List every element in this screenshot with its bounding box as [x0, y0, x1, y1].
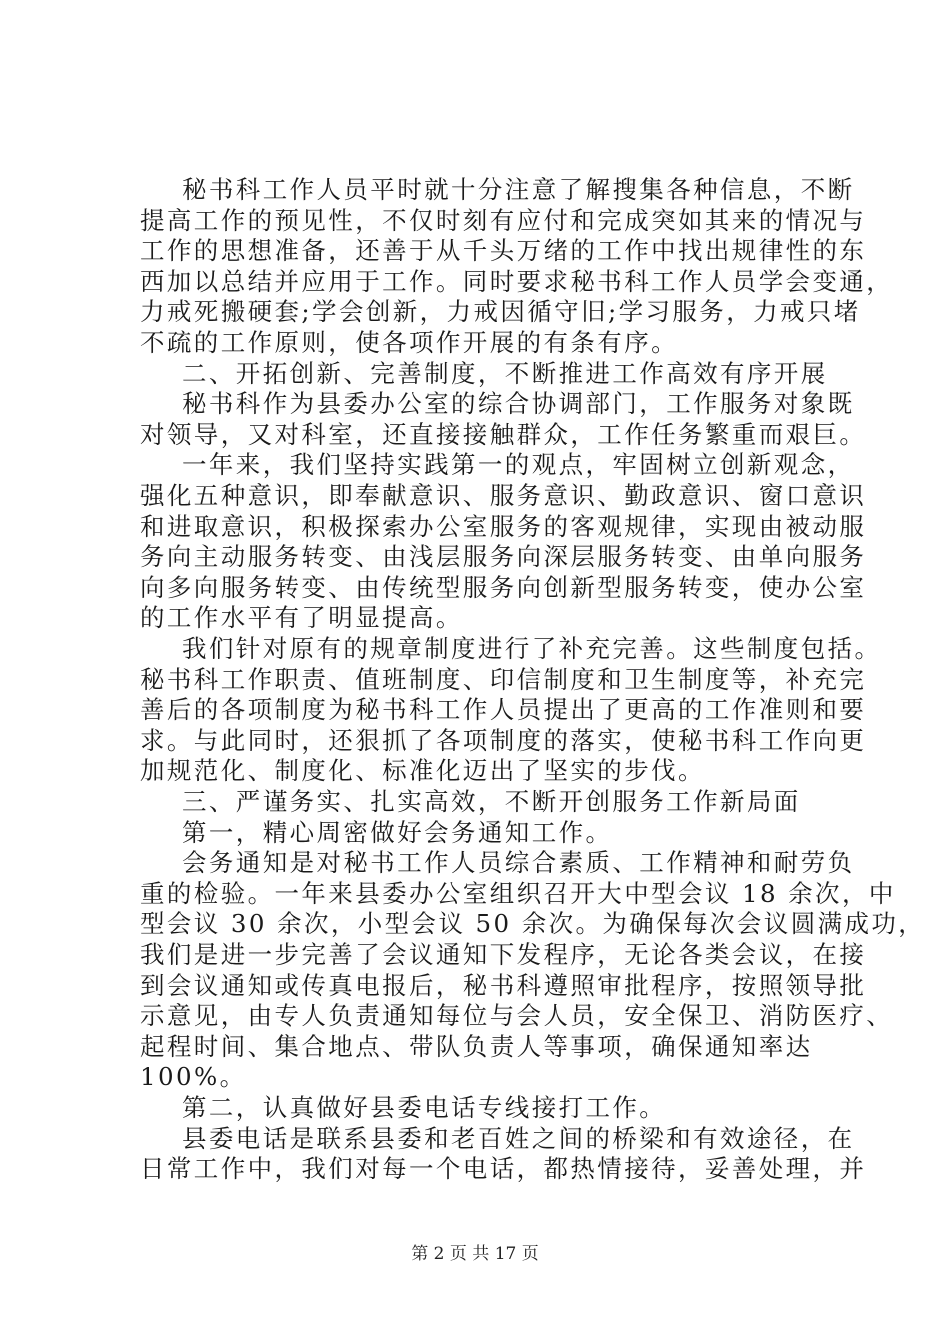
body-line: 和进取意识，积极探索办公室服务的客观规律，实现由被动服 [140, 511, 867, 541]
body-line: 求。与此同时，还狠抓了各项制度的落实，使秘书科工作向更 [140, 725, 867, 755]
body-line: 不疏的工作原则，使各项作开展的有条有序。 [140, 328, 678, 357]
page-footer: 第 2 页 共 17 页 [411, 1244, 539, 1264]
subheading: 第二，认真做好县委电话专线接打工作。 [182, 1093, 667, 1122]
subheading: 第一，精心周密做好会务通知工作。 [182, 817, 613, 847]
body-line: 日常工作中，我们对每一个电话，都热情接待，妥善处理，并 [140, 1154, 867, 1184]
body-line: 力戒死搬硬套;学会创新，力戒因循守旧;学习服务，力戒只堵 [140, 297, 861, 327]
body-line: 一年来，我们坚持实践第一的观点，牢固树立创新观念， [182, 450, 855, 480]
body-line: 型会议 30 余次，小型会议 50 余次。为确保每次会议圆满成功， [140, 909, 926, 939]
body-line: 务向主动服务转变、由浅层服务向深层服务转变、由单向服务 [140, 542, 867, 572]
body-line: 秘书科工作人员平时就十分注意了解搜集各种信息，不断 [182, 175, 855, 204]
body-line: 示意见，由专人负责通知每位与会人员，安全保卫、消防医疗、 [140, 1001, 894, 1031]
body-line: 100%。 [140, 1062, 247, 1092]
body-line: 重的检验。一年来县委办公室组织召开大中型会议 18 余次，中 [140, 878, 896, 908]
body-line: 秘书科工作职责、值班制度、印信制度和卫生制度等，补充完 [140, 664, 867, 694]
body-line: 会务通知是对秘书工作人员综合素质、工作精神和耐劳负 [182, 848, 855, 878]
body-line: 工作的思想准备，还善于从千头万绪的工作中找出规律性的东 [140, 236, 867, 266]
body-line: 加规范化、制度化、标准化迈出了坚实的步伐。 [140, 756, 705, 786]
body-line: 的工作水平有了明显提高。 [140, 603, 463, 633]
body-line: 西加以总结并应用于工作。同时要求秘书科工作人员学会变通， [140, 266, 894, 296]
body-line: 提高工作的预见性，不仅时刻有应付和完成突如其来的情况与 [140, 205, 867, 235]
body-line: 善后的各项制度为秘书科工作人员提出了更高的工作准则和要 [140, 695, 867, 725]
body-line: 起程时间、集合地点、带队负责人等事项，确保通知率达 [140, 1031, 813, 1061]
body-line: 对领导，又对科室，还直接接触群众，工作任务繁重而艰巨。 [140, 419, 867, 449]
body-line: 我们针对原有的规章制度进行了补充完善。这些制度包括。 [182, 634, 882, 663]
body-line: 县委电话是联系县委和老百姓之间的桥梁和有效途径，在 [182, 1123, 855, 1153]
section-heading: 二、开拓创新、完善制度，不断推进工作高效有序开展 [182, 358, 828, 388]
section-heading: 三、严谨务实、扎实高效，不断开创服务工作新局面 [182, 787, 801, 816]
body-line: 到会议通知或传真电报后，秘书科遵照审批程序，按照领导批 [140, 970, 867, 1000]
body-line: 秘书科作为县委办公室的综合协调部门，工作服务对象既 [182, 389, 855, 419]
body-line: 强化五种意识，即奉献意识、服务意识、勤政意识、窗口意识 [140, 481, 867, 510]
body-line: 向多向服务转变、由传统型服务向创新型服务转变，使办公室 [140, 572, 867, 602]
body-line: 我们是进一步完善了会议通知下发程序，无论各类会议，在接 [140, 940, 867, 969]
